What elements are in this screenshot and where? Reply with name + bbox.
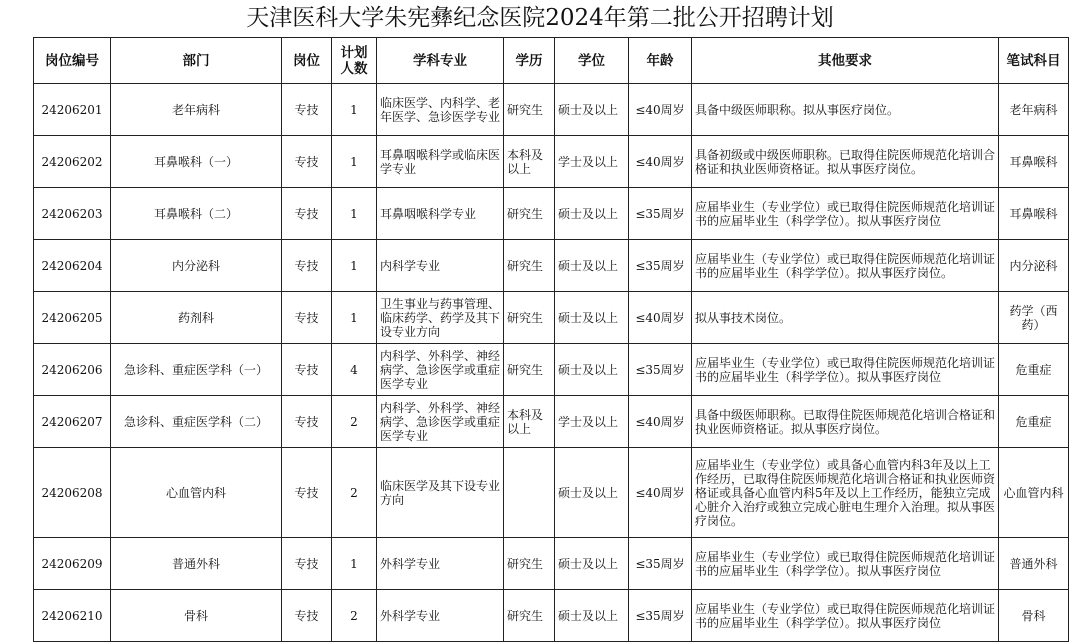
- cell-edu: 研究生: [504, 188, 555, 240]
- cell-dept: 急诊科、重症医学科（一）: [111, 344, 282, 396]
- cell-edu: [504, 448, 555, 538]
- cell-post: 专技: [282, 396, 332, 448]
- cell-degree: 学士及以上: [555, 396, 629, 448]
- cell-other: 拟从事技术岗位。: [692, 292, 999, 344]
- cell-major: 外科学专业: [377, 590, 504, 642]
- cell-code: 24206204: [34, 240, 111, 292]
- cell-plan: 4: [332, 344, 377, 396]
- header-age: 年龄: [629, 38, 692, 84]
- cell-degree: 硕士及以上: [555, 448, 629, 538]
- cell-exam: 心血管内科: [999, 448, 1069, 538]
- cell-plan: 1: [332, 292, 377, 344]
- cell-edu: 研究生: [504, 292, 555, 344]
- header-other: 其他要求: [692, 38, 999, 84]
- cell-other: 应届毕业生（专业学位）或已取得住院医师规范化培训证书的应届毕业生（科学学位）。拟从事医疗岗位: [692, 188, 999, 240]
- cell-age: ≤35周岁: [629, 538, 692, 590]
- cell-dept: 耳鼻喉科（一）: [111, 136, 282, 188]
- cell-age: ≤40周岁: [629, 448, 692, 538]
- cell-major: 内科学、外科学、神经病学、急诊医学或重症医学专业: [377, 396, 504, 448]
- recruitment-table: [33, 37, 1069, 642]
- cell-plan: 2: [332, 396, 377, 448]
- cell-age: ≤35周岁: [629, 344, 692, 396]
- cell-edu: 研究生: [504, 240, 555, 292]
- cell-dept: 耳鼻喉科（二）: [111, 188, 282, 240]
- cell-post: 专技: [282, 240, 332, 292]
- cell-other: 应届毕业生（专业学位）或具备心血管内科3年及以上工作经历，已取得住院医师规范化培训合格证和执业医师资格证或具备心血管内科5年及以上工作经历，能独立完成心脏介入治疗或独立完成心脏电生理介入治理。拟从事医疗岗位。: [692, 448, 999, 538]
- cell-code: 24206201: [34, 84, 111, 136]
- header-code: 岗位编号: [34, 38, 111, 84]
- cell-exam: 危重症: [999, 396, 1069, 448]
- cell-code: 24206210: [34, 590, 111, 642]
- cell-post: 专技: [282, 538, 332, 590]
- cell-plan: 1: [332, 240, 377, 292]
- cell-plan: 1: [332, 538, 377, 590]
- cell-edu: 研究生: [504, 344, 555, 396]
- cell-post: 专技: [282, 590, 332, 642]
- cell-other: 应届毕业生（专业学位）或已取得住院医师规范化培训证书的应届毕业生（科学学位）。拟从事医疗岗位。: [692, 240, 999, 292]
- cell-exam: 老年病科: [999, 84, 1069, 136]
- table-row: [34, 590, 1069, 642]
- header-plan: 计划人数: [332, 38, 377, 84]
- cell-other: 具备中级医师职称。已取得住院医师规范化培训合格证和执业医师资格证。拟从事医疗岗位。: [692, 396, 999, 448]
- cell-major: 外科学专业: [377, 538, 504, 590]
- cell-age: ≤35周岁: [629, 188, 692, 240]
- header-major: 学科专业: [377, 38, 504, 84]
- cell-exam: 耳鼻喉科: [999, 188, 1069, 240]
- cell-age: ≤35周岁: [629, 590, 692, 642]
- cell-post: 专技: [282, 448, 332, 538]
- cell-degree: 硕士及以上: [555, 590, 629, 642]
- cell-degree: 硕士及以上: [555, 344, 629, 396]
- cell-major: 耳鼻咽喉科学专业: [377, 188, 504, 240]
- cell-major: 临床医学及其下设专业方向: [377, 448, 504, 538]
- cell-edu: 研究生: [504, 590, 555, 642]
- table-row: [34, 136, 1069, 188]
- cell-other: 应届毕业生（专业学位）或已取得住院医师规范化培训证书的应届毕业生（科学学位）。拟从事医疗岗位: [692, 538, 999, 590]
- table-row: [34, 396, 1069, 448]
- cell-plan: 2: [332, 590, 377, 642]
- table-row: [34, 292, 1069, 344]
- cell-exam: 危重症: [999, 344, 1069, 396]
- cell-edu: 本科及以上: [504, 396, 555, 448]
- table-row: [34, 188, 1069, 240]
- cell-dept: 药剂科: [111, 292, 282, 344]
- cell-major: 临床医学、内科学、老年医学、急诊医学专业: [377, 84, 504, 136]
- cell-post: 专技: [282, 188, 332, 240]
- cell-degree: 硕士及以上: [555, 84, 629, 136]
- cell-exam: 内分泌科: [999, 240, 1069, 292]
- cell-plan: 1: [332, 136, 377, 188]
- cell-post: 专技: [282, 84, 332, 136]
- cell-degree: 硕士及以上: [555, 188, 629, 240]
- cell-dept: 心血管内科: [111, 448, 282, 538]
- table-row: [34, 240, 1069, 292]
- cell-edu: 研究生: [504, 84, 555, 136]
- cell-code: 24206206: [34, 344, 111, 396]
- cell-dept: 普通外科: [111, 538, 282, 590]
- cell-exam: 耳鼻喉科: [999, 136, 1069, 188]
- cell-plan: 1: [332, 188, 377, 240]
- cell-edu: 本科及以上: [504, 136, 555, 188]
- page-title: 天津医科大学朱宪彝纪念医院2024年第二批公开招聘计划: [246, 5, 834, 31]
- cell-post: 专技: [282, 292, 332, 344]
- cell-code: 24206203: [34, 188, 111, 240]
- cell-age: ≤40周岁: [629, 84, 692, 136]
- table-row: [34, 84, 1069, 136]
- cell-plan: 2: [332, 448, 377, 538]
- cell-major: 耳鼻咽喉科学或临床医学专业: [377, 136, 504, 188]
- header-post: 岗位: [282, 38, 332, 84]
- table-row: [34, 538, 1069, 590]
- cell-code: 24206209: [34, 538, 111, 590]
- cell-exam: 骨科: [999, 590, 1069, 642]
- cell-other: 应届毕业生（专业学位）或已取得住院医师规范化培训证书的应届毕业生（科学学位）。拟从事医疗岗位: [692, 590, 999, 642]
- cell-major: 内科学、外科学、神经病学、急诊医学或重症医学专业: [377, 344, 504, 396]
- header-edu: 学历: [504, 38, 555, 84]
- cell-other: 具备初级或中级医师职称。已取得住院医师规范化培训合格证和执业医师资格证。拟从事医疗岗位。: [692, 136, 999, 188]
- cell-dept: 骨科: [111, 590, 282, 642]
- cell-dept: 内分泌科: [111, 240, 282, 292]
- cell-other: 具备中级医师职称。拟从事医疗岗位。: [692, 84, 999, 136]
- cell-code: 24206202: [34, 136, 111, 188]
- header-degree: 学位: [555, 38, 629, 84]
- cell-exam: 药学（西药）: [999, 292, 1069, 344]
- cell-post: 专技: [282, 344, 332, 396]
- cell-edu: 研究生: [504, 538, 555, 590]
- table-row: [34, 344, 1069, 396]
- cell-other: 应届毕业生（专业学位）或已取得住院医师规范化培训证书的应届毕业生（科学学位）。拟从事医疗岗位: [692, 344, 999, 396]
- cell-code: 24206205: [34, 292, 111, 344]
- cell-dept: 急诊科、重症医学科（二）: [111, 396, 282, 448]
- cell-major: 内科学专业: [377, 240, 504, 292]
- cell-degree: 硕士及以上: [555, 240, 629, 292]
- table-header-row: [34, 38, 1069, 84]
- cell-code: 24206207: [34, 396, 111, 448]
- cell-degree: 学士及以上: [555, 136, 629, 188]
- cell-dept: 老年病科: [111, 84, 282, 136]
- cell-post: 专技: [282, 136, 332, 188]
- table-row: [34, 448, 1069, 538]
- cell-age: ≤40周岁: [629, 292, 692, 344]
- cell-plan: 1: [332, 84, 377, 136]
- cell-age: ≤40周岁: [629, 136, 692, 188]
- cell-degree: 硕士及以上: [555, 538, 629, 590]
- cell-degree: 硕士及以上: [555, 292, 629, 344]
- cell-age: ≤35周岁: [629, 240, 692, 292]
- header-dept: 部门: [111, 38, 282, 84]
- cell-exam: 普通外科: [999, 538, 1069, 590]
- cell-age: ≤40周岁: [629, 396, 692, 448]
- cell-code: 24206208: [34, 448, 111, 538]
- cell-major: 卫生事业与药事管理、临床药学、药学及其下设专业方向: [377, 292, 504, 344]
- header-exam: 笔试科目: [999, 38, 1069, 84]
